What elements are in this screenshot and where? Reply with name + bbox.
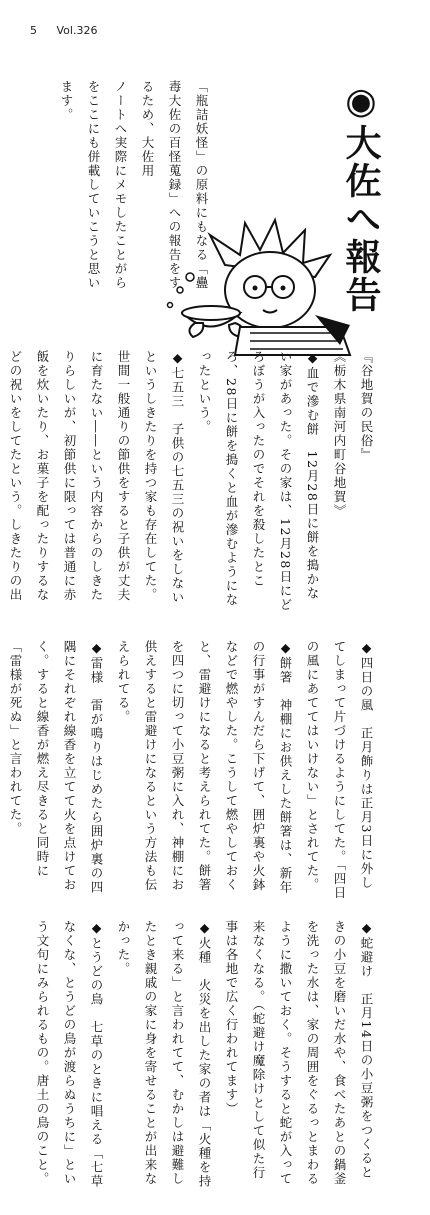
entry-paragraph: ◆七五三 子供の七五三の祝いをしないというしきたりを持つ家も存在してた。世間一般通りの節供をすると子供が丈夫に育たない――という内容からのしきたりらしいが、初節供に限っては普通に赤飯を炊いたり、お菓子を配ったりするなどの祝いをしてたという。しきたりの出: [8, 350, 185, 605]
entry-paragraph: ◆蛇避け 正月14日の小豆粥をつくるときの小豆を磨いだ水や、食べたあとの鍋釜を洗った水は、家の周囲をぐるっとまわるように撒いておく。そうすると蛇が入って来なくなる。（蛇避け魔除けとして似た行事は各地で広く行われてます）: [224, 920, 374, 1186]
page-number: 5: [30, 24, 37, 37]
page-header: [30, 24, 97, 37]
source-title: 『谷地賀の民俗』: [359, 350, 374, 462]
section-misc-customs: [20, 920, 380, 1190]
entry-paragraph: ◆とうどの鳥 七草のときに唱える「七草なくな、とうどの鳥が渡らぬうちに」という文句にみられるもの。唐土の鳥のこと。: [35, 920, 104, 1189]
section-new-year-customs: [8, 640, 380, 902]
intro-text: [45, 80, 215, 300]
volume-number: Vol.326: [56, 24, 98, 37]
intro-line: ノートへ実際にメモしたことがらをここにも併載していこうと思います。: [59, 80, 128, 290]
entry-paragraph: ◆雷様 雷が鳴りはじめたら囲炉裏の四隅にそれぞれ線香を立てて火を点けておく。すると線香が燃え尽きると同時に「雷様が死ぬ」と言われてた。: [8, 640, 104, 895]
section-title: ◉大佐へ報告: [340, 80, 382, 314]
section-yachiga-folklore: [8, 350, 380, 612]
entry-paragraph: ◆餅箸 神棚にお供えした餅箸は、新年の行事がすんだら下げて、囲炉裏や火鉢などで燃やした。こうして燃やしておくと、雷避けになると考えられてた。餅箸を四つに切って小豆粥に入れ、神棚にお供えすると雷避けになるという方法も伝えられてる。: [116, 640, 293, 895]
entry-paragraph: ◆火種 火災を出した家の者は「火種を持って来る」と言われてて、むかしは避難したとき親戚の家に身を寄せることが出来なかった。: [116, 920, 212, 1189]
intro-line: 「瓶詰妖怪」の原料にもなる「蠱毒大佐の百怪蒐録」への報告をするため、大佐用: [140, 80, 209, 290]
source-detail: 《栃木県南河内町谷地賀》: [332, 350, 347, 518]
entry-paragraph: ◆血で滲む餅 12月28日に餅を搗かない家があった。その家は、12月28日にどろぼうが入ったのでそれを殺したところ、28日に餅を搗くと血が滲むようになったという。: [197, 350, 320, 612]
entry-paragraph: ◆四日の風 正月飾りは正月3日に外してしまって片づけるようにしてた。「四日の風にあててはいけない」とされてた。: [305, 640, 374, 900]
